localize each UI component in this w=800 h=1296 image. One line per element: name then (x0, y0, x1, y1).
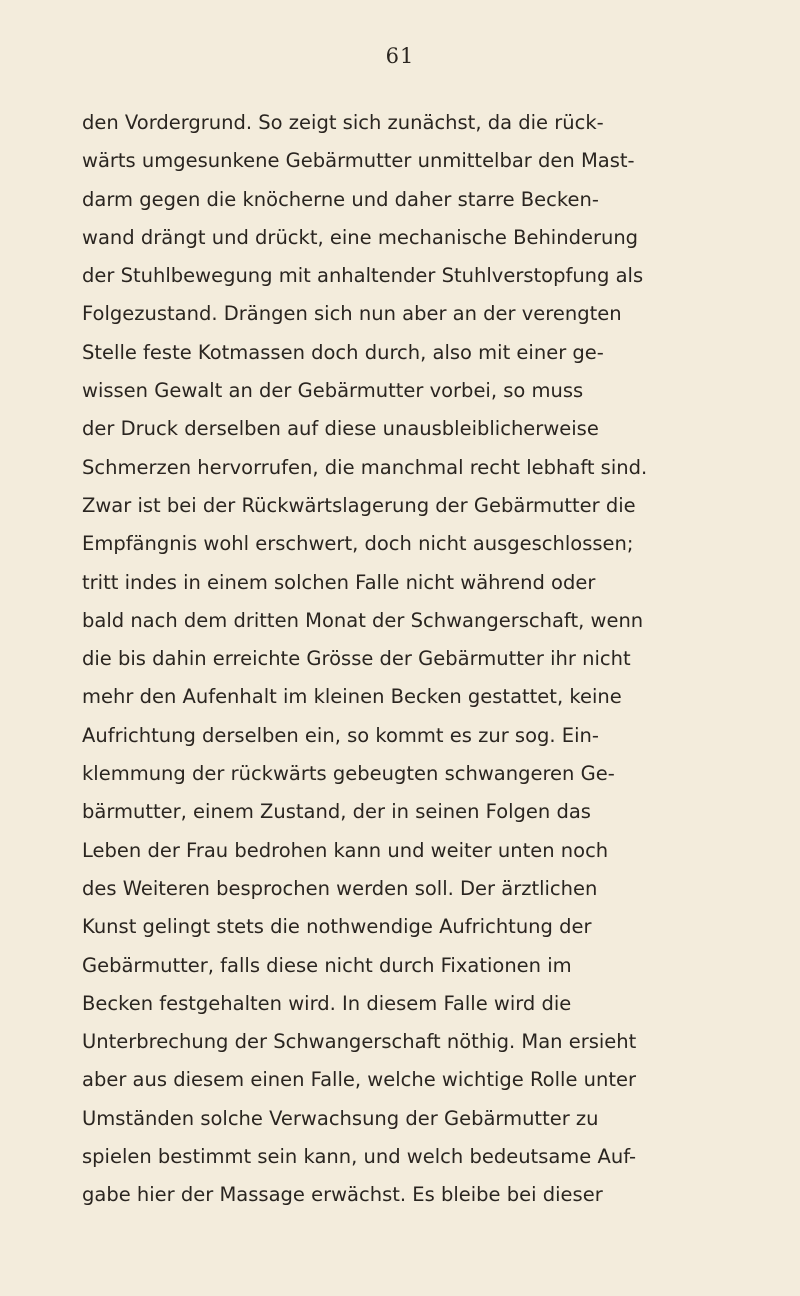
text-line: Leben der Frau bedrohen kann und weiter unten noch (82, 838, 609, 862)
text-line: den Vordergrund. So zeigt sich zunächst, da die rück- (82, 111, 604, 134)
text-line: Gebärmutter, falls diese nicht durch Fixationen im (82, 953, 572, 977)
text-line: bärmutter, einem Zustand, der in seinen Folgen das (82, 800, 591, 824)
text-line: des Weiteren besprochen werden soll. Der ärztlichen (82, 876, 598, 900)
text-line: mehr den Aufenhalt im kleinen Becken gestattet, keine (82, 685, 622, 709)
text-line: gabe hier der Massage erwächst. Es bleibe bei dieser (82, 1183, 603, 1207)
text-line: Stelle feste Kotmassen doch durch, also mit einer ge- (82, 340, 604, 364)
text-line: wärts umgesunkene Gebärmutter unmittelbar den Mast- (82, 149, 635, 173)
text-line: wand drängt und drückt, eine mechanische Behinderung (82, 225, 639, 249)
text-line: aber aus diesem einen Falle, welche wichtige Rolle unter (82, 1068, 637, 1092)
text-line: Folgezustand. Drängen sich nun aber an der verengten (82, 302, 622, 326)
page-number: 61 (385, 44, 415, 68)
text-line: klemmung der rückwärts gebeugten schwangeren Ge- (82, 762, 615, 786)
text-line: Umständen solche Verwachsung der Gebärmutter zu (82, 1106, 599, 1130)
body-text (82, 104, 714, 1215)
text-line: Empfängnis wohl erschwert, doch nicht ausgeschlossen; (82, 532, 634, 556)
text-line: wissen Gewalt an der Gebärmutter vorbei, so muss (82, 379, 584, 403)
text-line: Zwar ist bei der Rückwärtslagerung der Gebärmutter die (82, 493, 636, 517)
text-line: die bis dahin erreichte Grösse der Gebärmutter ihr nicht (82, 647, 631, 671)
text-line: Becken festgehalten wird. In diesem Falle wird die (82, 991, 572, 1015)
text-line: Schmerzen hervorrufen, die manchmal recht lebhaft sind. (82, 455, 648, 479)
text-line: tritt indes in einem solchen Falle nicht während oder (82, 570, 596, 594)
text-line: spielen bestimmt sein kann, und welch bedeutsame Auf- (82, 1145, 637, 1169)
text-line: Kunst gelingt stets die nothwendige Aufrichtung der (82, 915, 592, 939)
text-line: bald nach dem dritten Monat der Schwangerschaft, wenn (82, 608, 644, 632)
text-line: der Stuhlbewegung mit anhaltender Stuhlverstopfung als (82, 264, 644, 288)
text-line: Unterbrechung der Schwangerschaft nöthig. Man ersieht (82, 1030, 637, 1054)
text-line: der Druck derselben auf diese unausbleiblicherweise (82, 417, 599, 441)
text-line: darm gegen die knöcherne und daher starre Becken- (82, 187, 599, 211)
text-line: Aufrichtung derselben ein, so kommt es zur sog. Ein- (82, 723, 599, 747)
